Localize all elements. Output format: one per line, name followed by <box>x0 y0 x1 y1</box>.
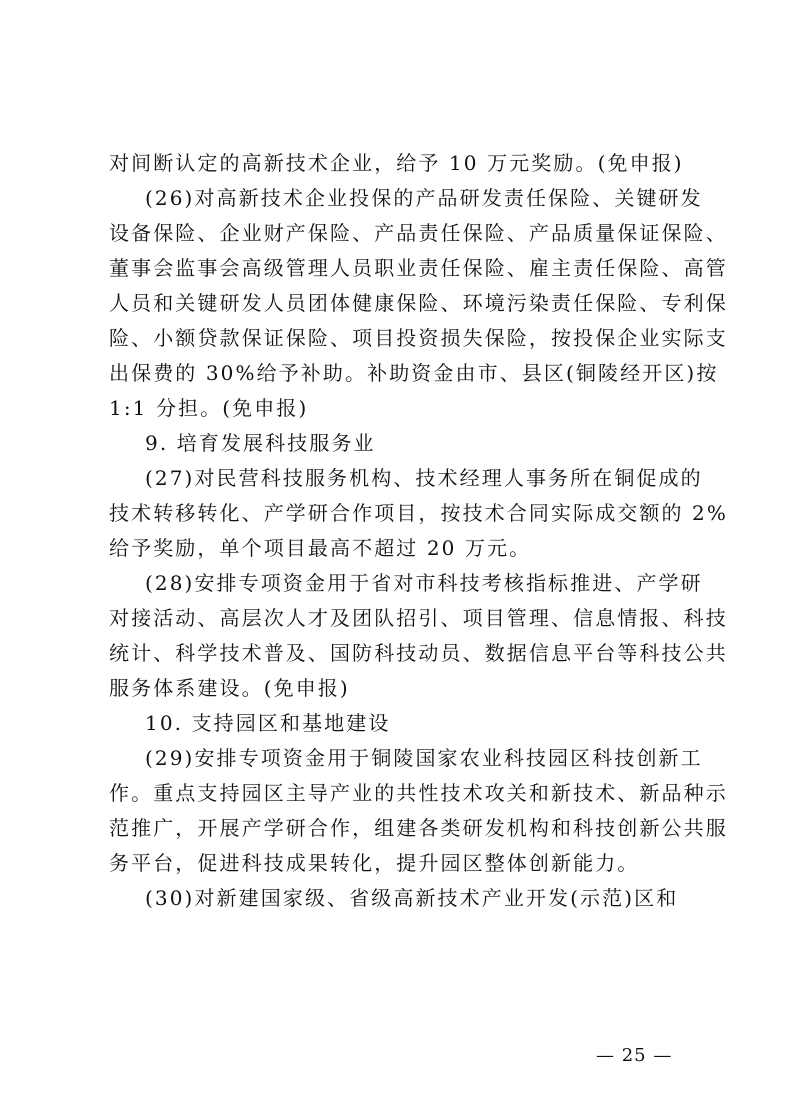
paragraph-26-line-4: 人员和关键研发人员团体健康保险、环境污染责任保险、专利保 <box>109 291 728 315</box>
paragraph-27-line-1: (27)对民营科技服务机构、技术经理人事务所在铜促成的 <box>145 466 703 490</box>
paragraph-26-line-1: (26)对高新技术企业投保的产品研发责任保险、关键研发 <box>145 186 703 210</box>
paragraph-26-line-7: 1:1 分担。(免申报) <box>109 396 309 420</box>
paragraph-28-line-4: 服务体系建设。(免申报) <box>109 676 350 700</box>
section-heading-9: 9. 培育发展科技服务业 <box>145 431 376 455</box>
paragraph-30-line-1: (30)对新建国家级、省级高新技术产业开发(示范)区和 <box>145 886 679 910</box>
paragraph-27-line-3: 给予奖励，单个项目最高不超过 20 万元。 <box>109 536 532 560</box>
page-number: — 25 — <box>596 1045 673 1066</box>
paragraph-28-line-2: 对接活动、高层次人才及团队招引、项目管理、信息情报、科技 <box>109 606 728 630</box>
paragraph-28-line-3: 统计、科学技术普及、国防科技动员、数据信息平台等科技公共 <box>109 641 728 665</box>
paragraph-29-line-4: 务平台，促进科技成果转化，提升园区整体创新能力。 <box>109 851 640 875</box>
paragraph-26-line-2: 设备保险、企业财产保险、产品责任保险、产品质量保证保险、 <box>109 221 728 245</box>
text-line-1: 对间断认定的高新技术企业，给予 10 万元奖励。(免申报) <box>109 151 684 175</box>
paragraph-26-line-3: 董事会监事会高级管理人员职业责任保险、雇主责任保险、高管 <box>109 256 728 280</box>
paragraph-29-line-2: 作。重点支持园区主导产业的共性技术攻关和新技术、新品种示 <box>109 781 728 805</box>
paragraph-27-line-2: 技术转移转化、产学研合作项目，按技术合同实际成交额的 2% <box>109 501 728 525</box>
paragraph-29-line-3: 范推广，开展产学研合作，组建各类研发机构和科技创新公共服 <box>109 816 728 840</box>
document-body <box>109 146 728 916</box>
paragraph-26-line-5: 险、小额贷款保证保险、项目投资损失保险，按投保企业实际支 <box>109 326 728 350</box>
paragraph-29-line-1: (29)安排专项资金用于铜陵国家农业科技园区科技创新工 <box>145 746 703 770</box>
paragraph-26-line-6: 出保费的 30%给予补助。补助资金由市、县区(铜陵经开区)按 <box>109 361 719 385</box>
paragraph-28-line-1: (28)安排专项资金用于省对市科技考核指标推进、产学研 <box>145 571 703 595</box>
section-heading-10: 10. 支持园区和基地建设 <box>145 711 391 735</box>
